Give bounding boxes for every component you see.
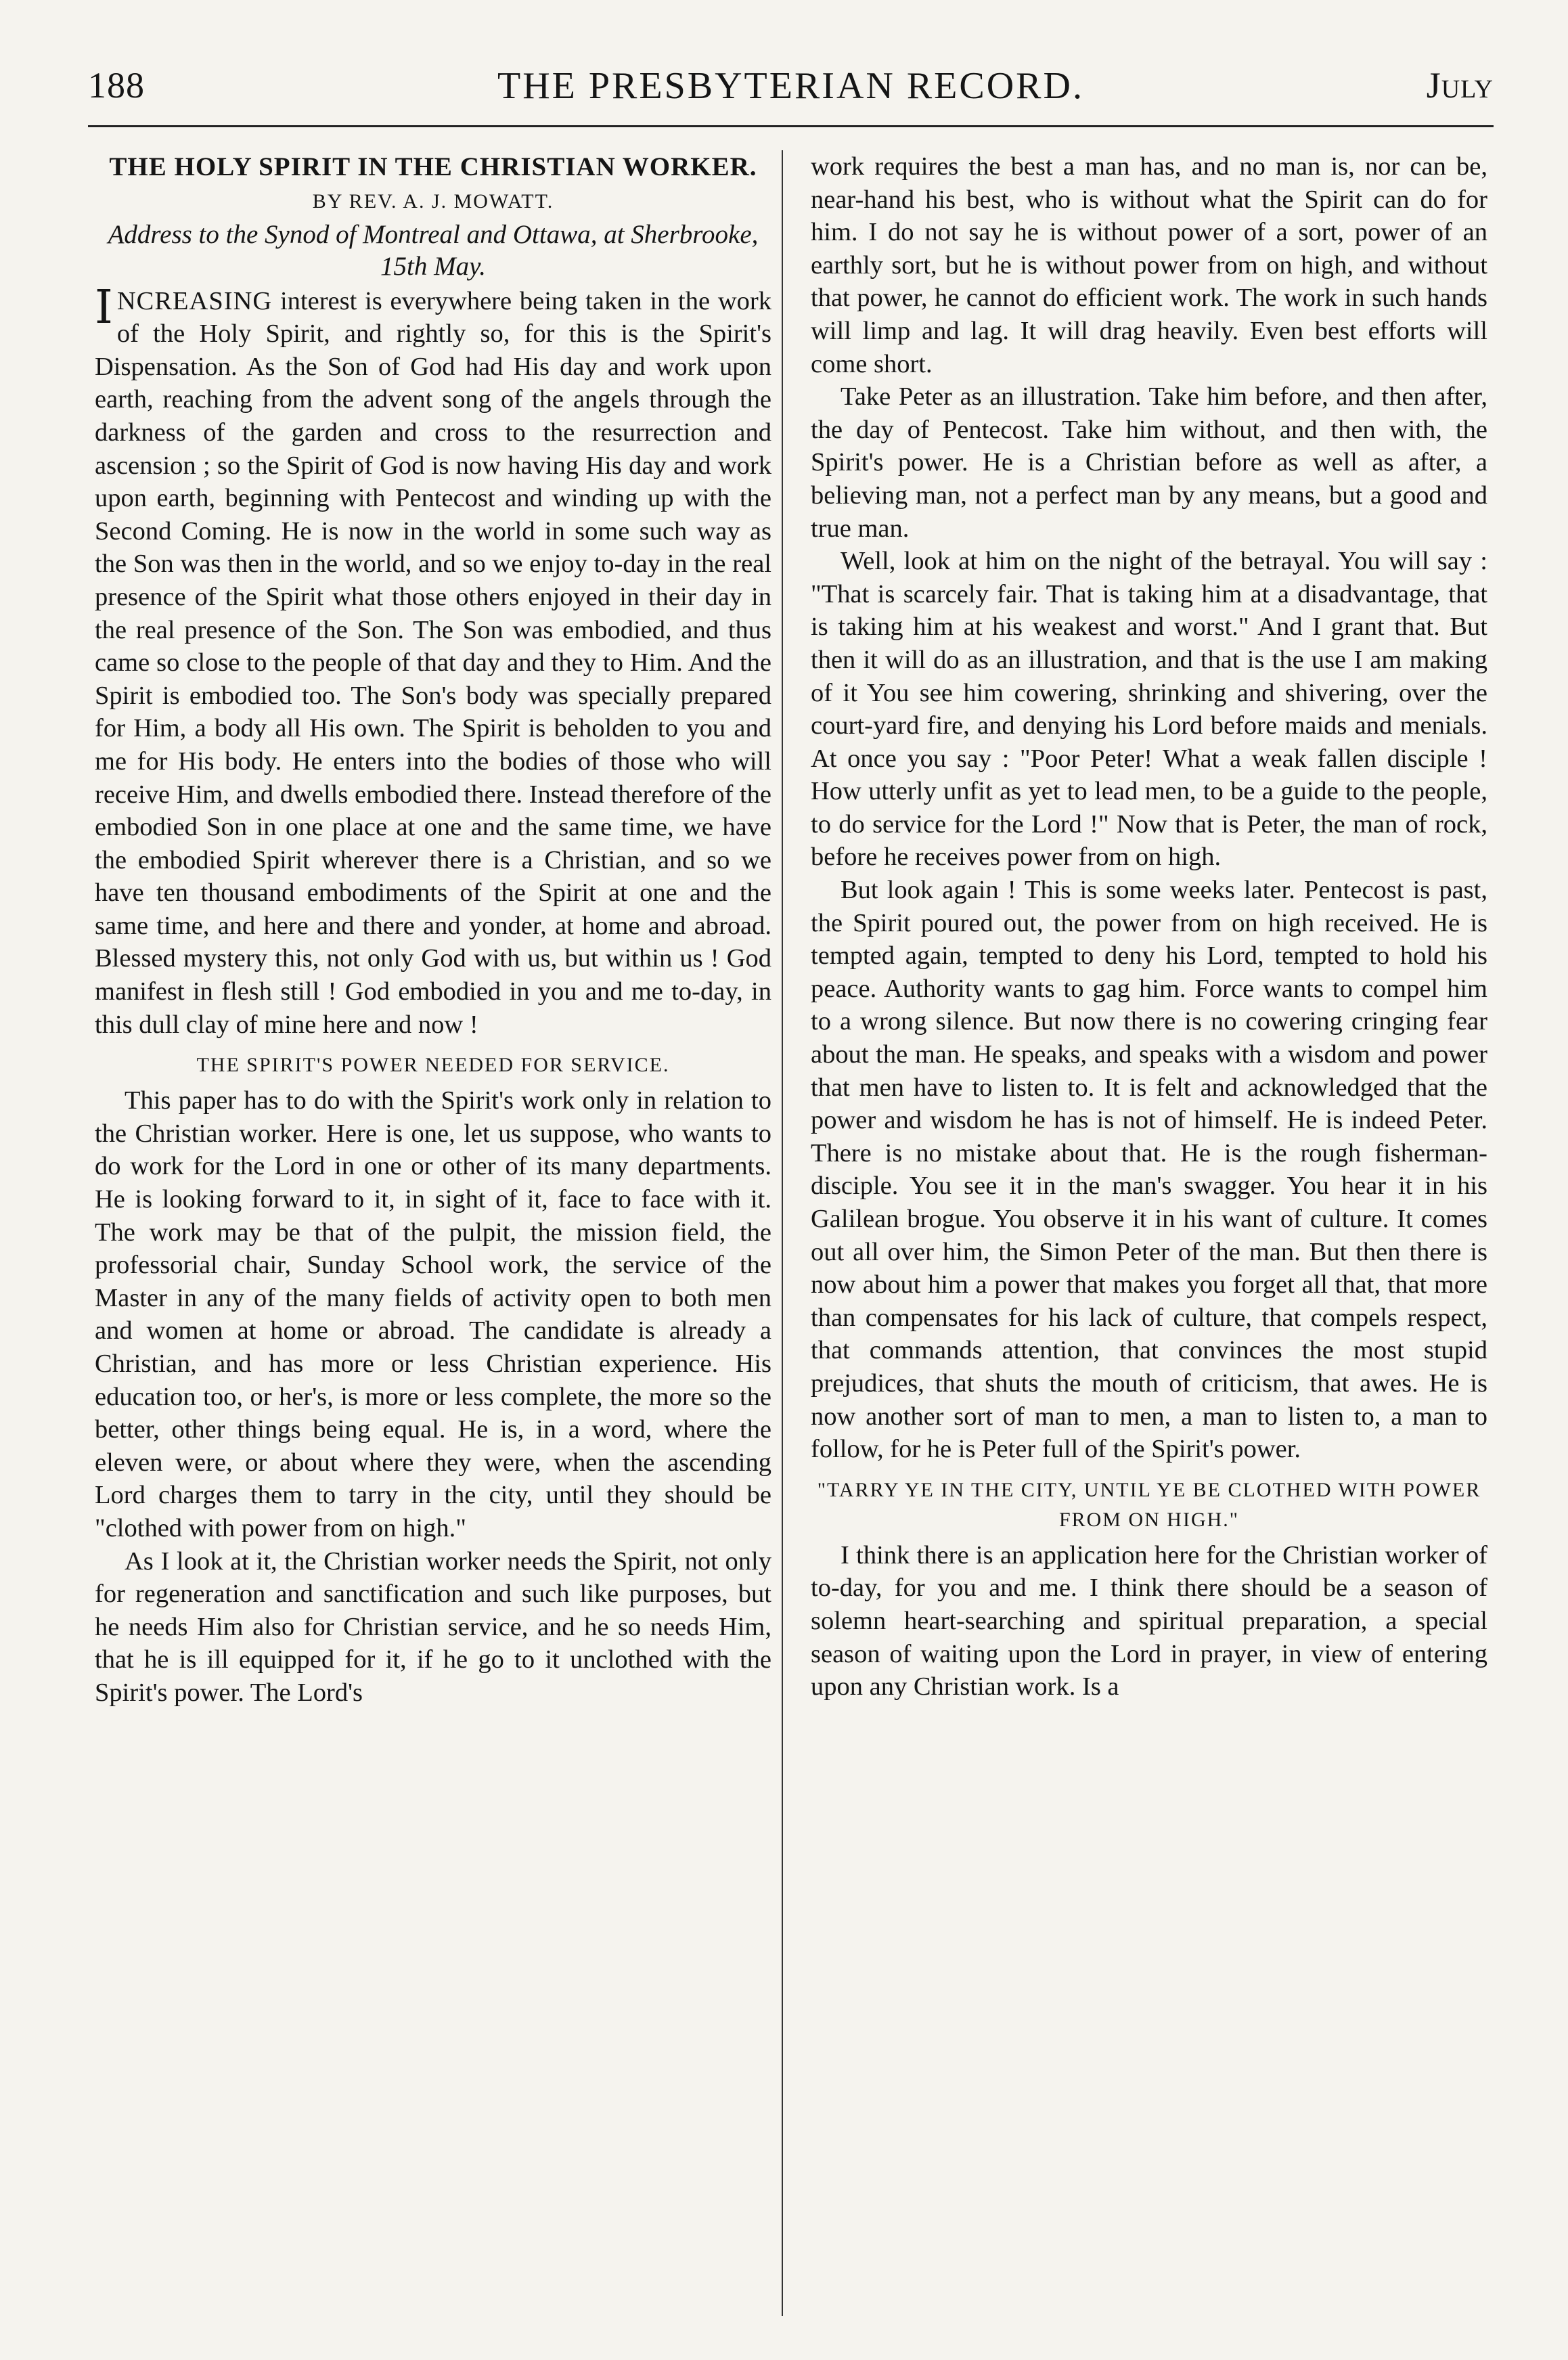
paragraph-1: [95, 280, 771, 1042]
column-divider: [782, 150, 783, 2316]
paragraph-3-start: As I look at it, the Christian worker needs the Spirit, not only for regeneration and sanctification and such like purposes, but he needs Him also for Christian service, and he so needs Him, that he is ill equipped for it, if he go to it unclothed with the Spirit's power. The Lord's: [95, 1546, 771, 1707]
drop-cap: I: [95, 280, 113, 334]
journal-title: THE PRESBYTERIAN RECORD.: [497, 65, 1084, 107]
article-title: THE HOLY SPIRIT IN THE CHRISTIAN WORKER.: [109, 152, 757, 181]
paragraph-1-text: interest is everywhere being taken in the work of the Holy Spirit, and rightly so, for this is the Spirit's Dispensation. As the Son of God had His day and work upon earth, reaching from the advent song of the angels through the darkness of the garden and cross to the resurrection and ascension ; so the Spirit of God is now having His day and work upon earth, beginning with Pentecost and winding up with the Second Coming. He is now in the world in some such way as the Son was then in the world, and so we enjoy to-day in the real presence of the Spirit what those others enjoyed in their day in the real presence of the Son. The Son was embodied, and thus came so close to the people of that day and they to Him. And the Spirit is embodied too. The Son's body was specially prepared for Him, a body all His own. The Spirit is beholden to you and me for His body. He enters into the bodies of those who will receive Him, and dwells embodied there. Instead therefore of the embodied Son in one place at one and the same time, we have the embodied Spirit wherever there is a Christian, and so we have ten thousand embodiments of the Spirit at one and the same time, and here and there and yonder, at home and abroad. Blessed mystery this, not only God with us, but within us ! God manifest in flesh still ! God embodied in you and me to-day, in this dull clay of mine here and now !: [95, 286, 771, 1039]
paragraph-4: Take Peter as an illustration. Take him before, and then after, the day of Pentecost. Take him without, and then with, the Spirit's power. He is a Christian before as well as after, a believing man, not a perfect man by any means, but a good and true man.: [811, 382, 1487, 543]
running-header: [88, 64, 1494, 118]
paragraph-2: This paper has to do with the Spirit's work only in relation to the Christian worker. Here is one, let us suppose, who wants to do work for the Lord in one or other of its many departments. He is looking forward to it, in sight of it, face to face with it. The work may be that of the pulpit, the mission field, the professorial chair, Sunday School work, the service of the Master in any of the many fields of activity open to both men and women at home or abroad. The candidate is already a Christian, and has more or less Christian experience. His education too, or her's, is more or less complete, the more so the better, other things being equal. He is, in a word, where the eleven were, or about where they were, when the ascending Lord charges them to tarry in the city, until they should be "clothed with power from on high.": [95, 1086, 771, 1542]
page-number: 188: [88, 65, 145, 106]
header-rule: [88, 125, 1494, 127]
article-subtitle: Address to the Synod of Montreal and Ottawa, at Sherbrooke, 15th May.: [108, 219, 759, 281]
left-column: [95, 150, 771, 1710]
article-byline: BY REV. A. J. MOWATT.: [312, 190, 554, 213]
right-column: [811, 150, 1487, 1704]
first-word: NCREASING: [116, 286, 273, 315]
paragraph-7: I think there is an application here for the Christian worker of to-day, for you and me. I think there should be a season of solemn heart-searching and spiritual preparation, a special season of waiting upon the Lord in prayer, in view of entering upon any Christian work. Is a: [811, 1540, 1487, 1701]
paragraph-6: But look again ! This is some weeks later. Pentecost is past, the Spirit poured out, the power from on high received. He is tempted again, tempted to deny his Lord, tempted to hold his peace. Authority wants to gag him. Force wants to compel him to a wrong silence. But now there is no cowering cringing fear about the man. He speaks, and speaks with a wisdom and power that men have to listen to. It is felt and acknowledged that the power and wisdom he has is not of himself. He is indeed Peter. There is no mistake about that. He is the rough fisherman-disciple. You see it in the man's swagger. You hear it in his Galilean brogue. You observe it in his want of culture. It comes out all over him, the Simon Peter of the man. But then there is now about him a power that makes you forget all that, that more than compensates for his lack of culture, that compels respect, that commands attention, that convinces the most stupid prejudices, that shuts the mouth of criticism, that awes. He is now another sort of man to men, a man to listen to, a man to follow, for he is Peter full of the Spirit's power.: [811, 876, 1487, 1464]
paragraph-5: Well, look at him on the night of the betrayal. You will say : "That is scarcely fair. That is taking him at a disadvantage, that is taking him at his weakest and worst." And I grant that. But then it will do as an illustration, and that is the use I am making of it You see him cowering, shrinking and shivering, over the court-yard fire, and denying his Lord before maids and menials. At once you say : "Poor Peter! What a weak fallen disciple ! How utterly unfit as yet to lead men, to be a guide to the people, to do service for the Lord !" Now that is Peter, the man of rock, before he receives power from on high.: [811, 547, 1487, 872]
section-heading-1: THE SPIRIT'S POWER NEEDED FOR SERVICE.: [196, 1054, 670, 1077]
section-heading-2: "TARRY YE IN THE CITY, UNTIL YE BE CLOTHED WITH POWER FROM ON HIGH.": [817, 1478, 1481, 1531]
issue-month: July: [1426, 65, 1494, 106]
paragraph-3-continued: work requires the best a man has, and no man is, nor can be, near-hand his best, who is without what the Spirit can do for him. I do not say he is without power of a sort, power of an earthly sort, but he is without power from on high, and without that power, he cannot do efficient work. The work in such hands will limp and lag. It will drag heavily. Even best efforts will come short.: [811, 152, 1487, 378]
